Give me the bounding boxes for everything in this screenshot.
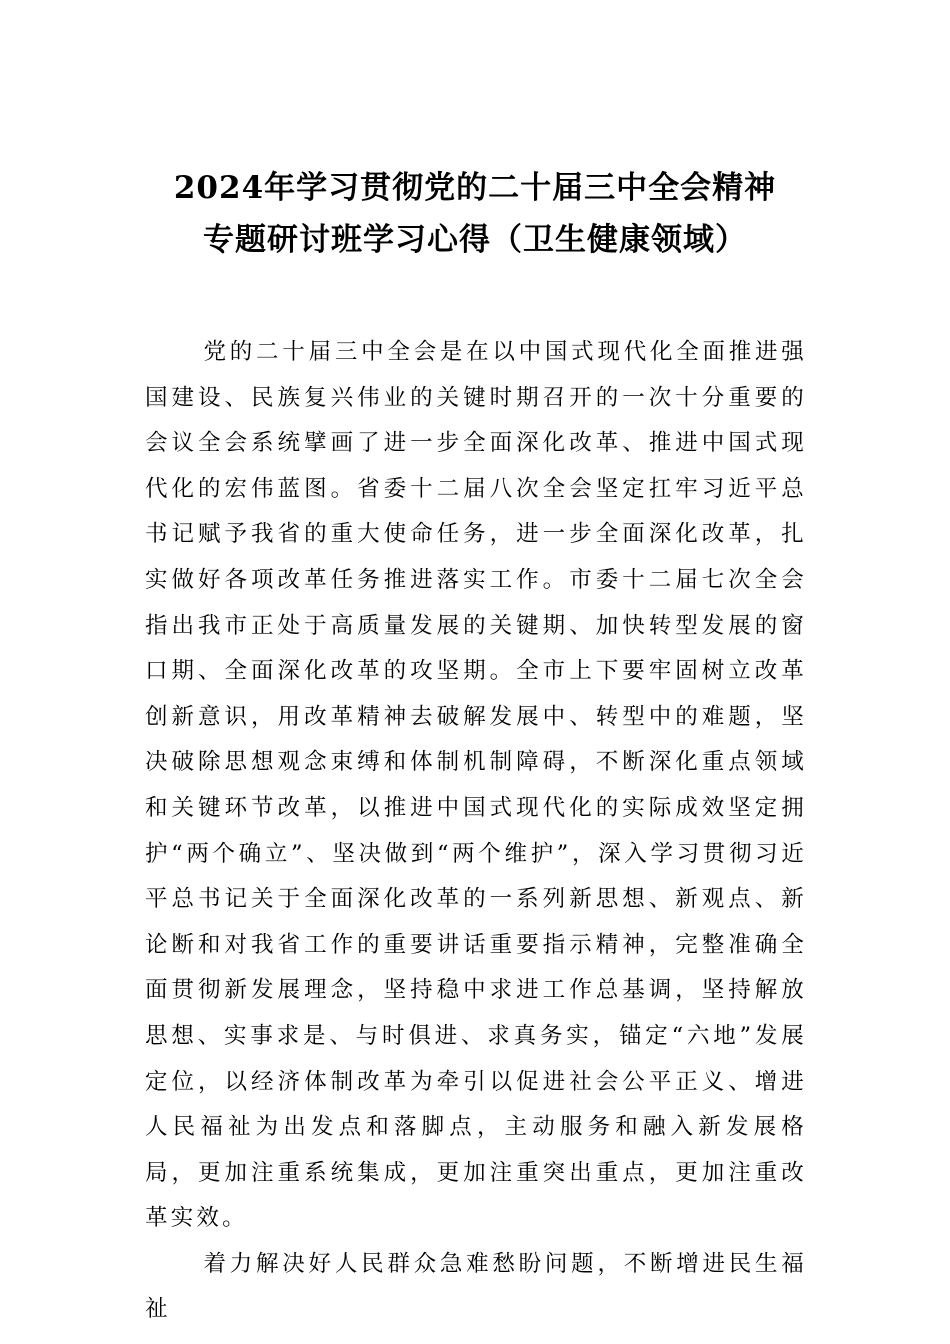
document-body <box>145 330 807 1333</box>
document-title <box>0 162 950 266</box>
body-paragraph-2: 着力解决好人民群众急难愁盼问题，不断增进民生福祉 <box>145 1250 807 1323</box>
title-line-2: 专题研讨班学习心得（卫生健康领域） <box>203 222 747 258</box>
body-paragraph-1: 党的二十届三中全会是在以中国式现代化全面推进强国建设、民族复兴伟业的关键时期召开的一次十分重要的会议全会系统擘画了进一步全面深化改革、推进中国式现代化的宏伟蓝图。省委十二届八次全会坚定扛牢习近平总书记赋予我省的重大使命任务，进一步全面深化改革，扎实做好各项改革任务推进落实工作。市委十二届七次全会指出我市正处于高质量发展的关键期、加快转型发展的窗口期、全面深化改革的攻坚期。全市上下要牢固树立改革创新意识，用改革精神去破解发展中、转型中的难题，坚决破除思想观念束缚和体制机制障碍，不断深化重点领域和关键环节改革，以推进中国式现代化的实际成效坚定拥护“两个确立”、坚决做到“两个维护”，深入学习贯彻习近平总书记关于全面深化改革的一系列新思想、新观点、新论断和对我省工作的重要讲话重要指示精神，完整准确全面贯彻新发展理念，坚持稳中求进工作总基调，坚持解放思想、实事求是、与时俱进、求真务实，锚定“六地”发展定位，以经济体制改革为牵引以促进社会公平正义、增进人民福祉为出发点和落脚点，主动服务和融入新发展格局，更加注重系统集成，更加注重突出重点，更加注重改革实效。 <box>145 339 807 1232</box>
title-line-1: 2024年学习贯彻党的二十届三中全会精神 <box>173 170 777 206</box>
